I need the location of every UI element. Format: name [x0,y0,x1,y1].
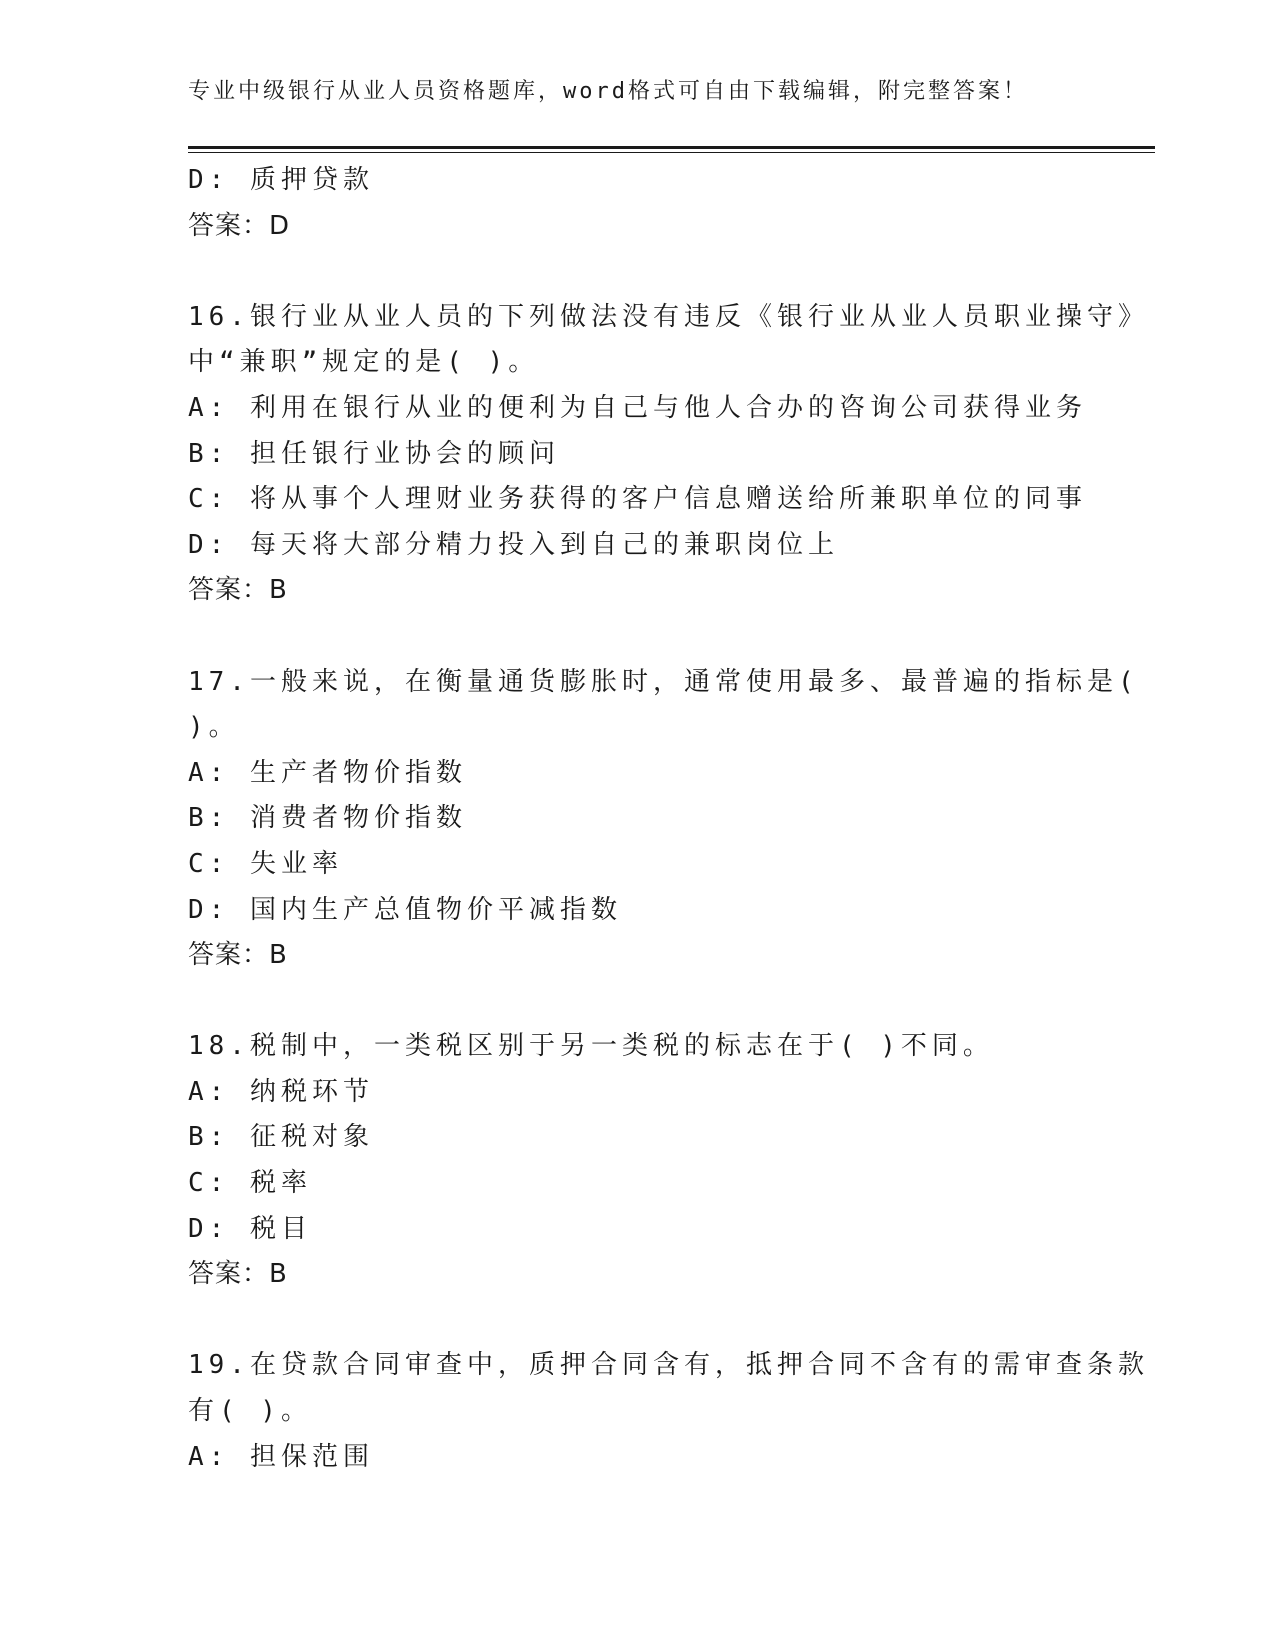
question-17 [188,660,1139,979]
spacer [188,1298,1088,1344]
header-divider-thick [188,146,1155,149]
spacer [188,979,1088,1025]
option-b: B: 征税对象 [188,1122,374,1153]
question-18 [188,1024,1088,1298]
spacer [188,614,1088,660]
option-b: B: 消费者物价指数 [188,803,467,834]
option-a: A: 生产者物价指数 [188,757,467,788]
answer-line: 答案：B [188,575,288,606]
question-stem-continued: )。 [188,712,240,743]
question-list [188,158,1149,1480]
option-d: D: 质押贷款 [188,165,374,195]
question-stem: 18.税制中，一类税区别于另一类税的标志在于( )不同。 [188,1031,994,1062]
question-stem-continued: 有( )。 [188,1396,312,1427]
answer-line: 答案：B [188,1259,288,1290]
option-c: C: 失业率 [188,848,343,879]
spacer [188,249,1088,295]
option-d: D: 税目 [188,1213,312,1244]
option-a: A: 纳税环节 [188,1076,374,1107]
option-b: B: 担任银行业协会的顾问 [188,438,560,469]
option-a: A: 利用在银行从业的便利为自己与他人合办的咨询公司获得业务 [188,392,1087,423]
question-16 [188,295,1149,614]
header-divider-thin [188,152,1155,153]
question-stem: 19.在贷款合同审查中，质押合同含有，抵押合同不含有的需审查条款 [188,1350,1149,1381]
question-stem: 16.银行业从业人员的下列做法没有违反《银行业从业人员职业操守》 [188,301,1149,332]
question-stem: 17.一般来说，在衡量通货膨胀时，通常使用最多、最普遍的指标是( [188,666,1139,697]
option-d: D: 每天将大部分精力投入到自己的兼职岗位上 [188,529,839,560]
page-header: 专业中级银行从业人员资格题库，word格式可自由下载编辑，附完整答案！ [188,79,1028,104]
answer-line: 答案：D [188,210,291,241]
question-stem-continued: 中“兼职”规定的是( )。 [188,347,540,378]
option-d: D: 国内生产总值物价平减指数 [188,894,622,925]
answer-line: 答案：B [188,940,288,971]
option-a: A: 担保范围 [188,1441,374,1472]
option-c: C: 税率 [188,1168,312,1199]
question-block-15-tail [188,158,1088,249]
question-19 [188,1343,1149,1480]
option-c: C: 将从事个人理财业务获得的客户信息赠送给所兼职单位的同事 [188,484,1087,515]
